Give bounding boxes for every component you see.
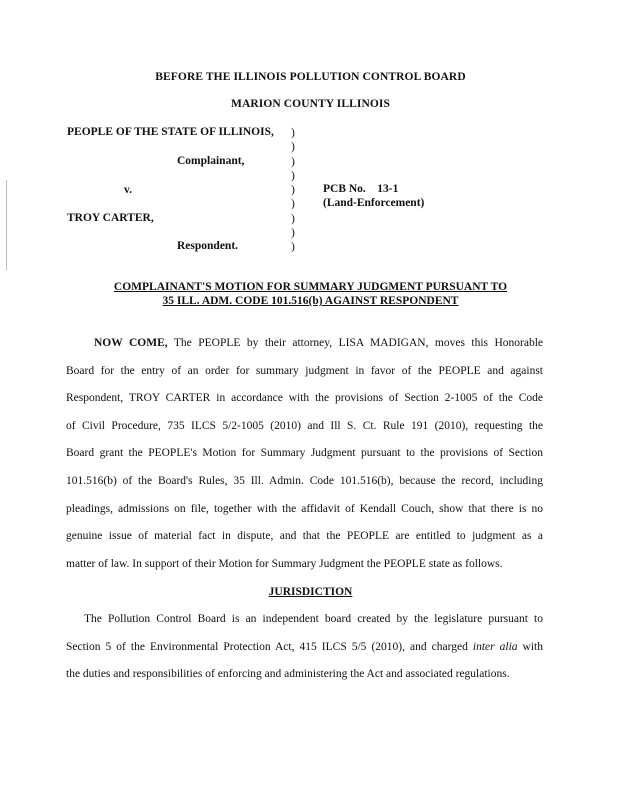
jurisdiction-line: The Pollution Control Board is an independent board created by the legislature pursuant to (84, 613, 543, 625)
intro-paragraph (66, 330, 543, 578)
intro-line: Respondent, TROY CARTER in accordance with the provisions of Section 2-1005 of the Code (66, 392, 543, 405)
jurisdiction-paragraph (66, 606, 543, 689)
intro-line: of Civil Procedure, 735 ILCS 5/2-1005 (2010) and Ill S. Ct. Rule 191 (2010), requesting the (66, 419, 543, 432)
paren: ) (291, 198, 295, 211)
paren: ) (291, 212, 295, 225)
case-number: PCB No. 13-1 (323, 183, 399, 195)
versus-label: v. (124, 184, 132, 196)
inter-alia-term: inter alia (472, 640, 518, 653)
paren: ) (291, 169, 295, 182)
intro-line: Board for the entry of an order for summary judgment in favor of the PEOPLE and against (66, 364, 543, 377)
defendant-name: TROY CARTER, (67, 212, 154, 224)
paren: ) (291, 184, 295, 197)
intro-line: genuine issue of material fact in dispute, and that the PEOPLE are entitled to judgment as a (66, 530, 543, 543)
intro-lead: NOW COME, (94, 337, 168, 349)
paren: ) (291, 227, 295, 240)
intro-line: Board grant the PEOPLE's Motion for Summary Judgment pursuant to the provisions of Section (66, 447, 543, 460)
paren: ) (291, 241, 295, 254)
paren: ) (291, 141, 295, 154)
county-heading: MARION COUNTY ILLINOIS (231, 98, 390, 110)
jurisdiction-line: Section 5 of the Environmental Protection Act, 415 ILCS 5/5 (2010), and charged inter alia with (66, 640, 543, 653)
intro-line: 101.516(b) of the Board's Rules, 35 Ill. Admin. Code 101.516(b), because the record, including (66, 474, 543, 487)
intro-line: matter of law. In support of their Motion for Summary Judgment the PEOPLE state as follows. (66, 557, 503, 570)
intro-line: NOW COME, The PEOPLE by their attorney, LISA MADIGAN, moves this Honorable (94, 337, 543, 349)
scan-edge-mark (6, 180, 7, 270)
jurisdiction-line: the duties and responsibilities of enforcing and administering the Act and associated regulations. (66, 668, 510, 681)
caption-parentheses (291, 126, 295, 255)
paren: ) (291, 155, 295, 168)
motion-title-line-2: 35 ILL. ADM. CODE 101.516(b) AGAINST RESPONDENT (162, 295, 459, 307)
intro-line: pleadings, admissions on file, together with the affidavit of Kendall Couch, show that there is no (66, 502, 543, 515)
plaintiff-name: PEOPLE OF THE STATE OF ILLINOIS, (67, 126, 274, 138)
complainant-label: Complainant, (177, 155, 245, 167)
case-type: (Land-Enforcement) (323, 197, 425, 209)
motion-title-line-1: COMPLAINANT'S MOTION FOR SUMMARY JUDGMENT PURSUANT TO (113, 281, 508, 293)
respondent-label: Respondent. (177, 240, 239, 252)
jurisdiction-heading: JURISDICTION (268, 586, 353, 598)
paren: ) (291, 127, 295, 139)
board-heading: BEFORE THE ILLINOIS POLLUTION CONTROL BOARD (155, 71, 466, 83)
